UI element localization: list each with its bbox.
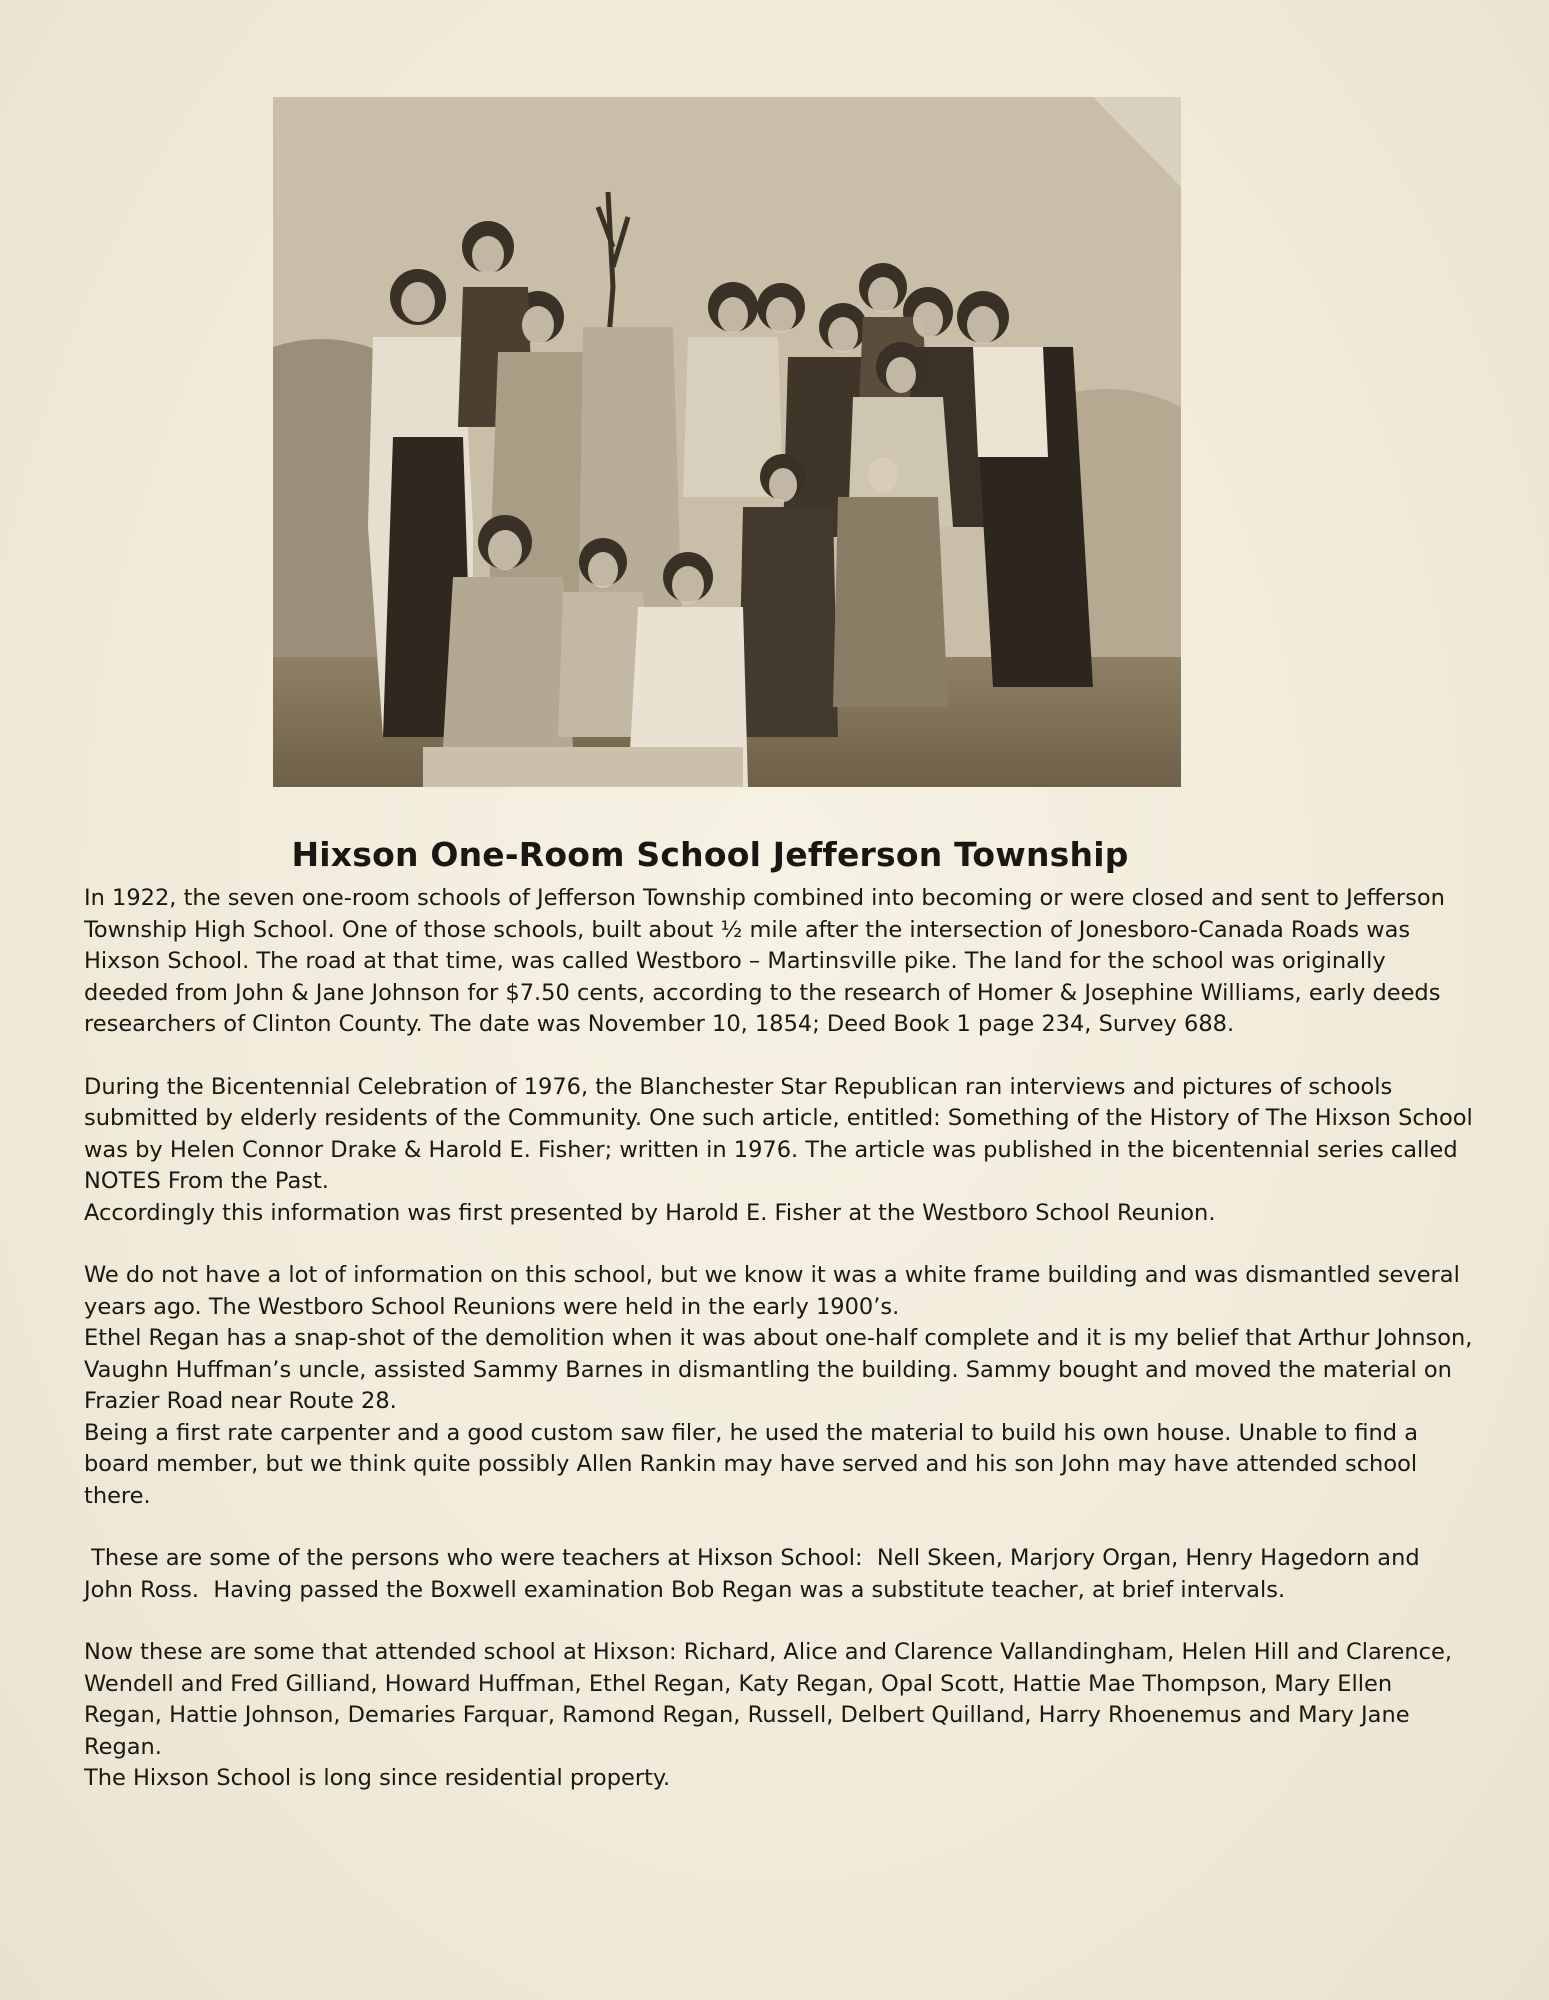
schoolchildren-group-photo-icon: [273, 97, 1181, 787]
document-title: Hixson One-Room School Jefferson Township: [291, 835, 1129, 874]
paragraph-history: In 1922, the seven one-room schools of Jefferson Township combined into becoming or were closed and sent to Jefferson Township High School. One of those schools, built about ½ mile after the intersection of Jonesboro-Canada Roads was Hixson School. The road at that time, was called Westboro – Martinsville pike. The land for the school was originally deeded from John & Jane Johnson for $7.50 cents, according to the research of Homer & Josephine Williams, early deeds researchers of Clinton County. The date was November 10, 1854; Deed Book 1 page 234, Survey 688.: [84, 885, 1445, 1037]
paragraph-carpenter: Being a first rate carpenter and a good custom saw filer, he used the material to build his own house. Unable to find a board member, but we think quite possibly Allen Rankin may have served and his son John may have attended school there.: [84, 1419, 1419, 1509]
paragraph-bicentennial: During the Bicentennial Celebration of 1976, the Blanchester Star Republican ran interviews and pictures of schools submitted by elderly residents of the Community. One such article, entitled: Something of the History of The Hixson School was by Helen Connor Drake & Harold E. Fisher; written in 1976. The article was published in the bicentennial series called NOTES From the Past.: [84, 1073, 1473, 1194]
paragraph-gap: [84, 1606, 1474, 1637]
paragraph-gap: [84, 1041, 1474, 1072]
document-body: [84, 883, 1474, 1795]
paragraph-teachers: These are some of the persons who were teachers at Hixson School: Nell Skeen, Marjory Organ, Henry Hagedorn and John Ross. Having passed the Boxwell examination Bob Regan was a substitute teacher, at brief intervals.: [84, 1545, 1427, 1603]
paragraph-closing: The Hixson School is long since residential property.: [84, 1765, 671, 1791]
paragraph-gap: [84, 1512, 1474, 1543]
group-photo: [273, 97, 1181, 787]
paragraph-students: Now these are some that attended school at Hixson: Richard, Alice and Clarence Vallandingham, Helen Hill and Clarence, Wendell and Fred Gilliand, Howard Huffman, Ethel Regan, Katy Regan, Opal Scott, Hattie Mae Thompson, Mary Ellen Regan, Hattie Johnson, Demaries Farquar, Ramond Regan, Russell, Delbert Quilland, Harry Rhoenemus and Mary Jane Regan.: [84, 1639, 1453, 1760]
paragraph-demolition: Ethel Regan has a snap-shot of the demolition when it was about one-half complete and it is my belief that Arthur Johnson, Vaughn Huffman’s uncle, assisted Sammy Barnes in dismantling the building. Sammy bought and moved the material on Frazier Road near Route 28.: [84, 1325, 1473, 1414]
paragraph-gap: [84, 1229, 1474, 1260]
paragraph-building: We do not have a lot of information on this school, but we know it was a white frame building and was dismantled several years ago. The Westboro School Reunions were held in the early 1900’s.: [84, 1262, 1460, 1320]
paragraph-reunion-source: Accordingly this information was first presented by Harold E. Fisher at the Westboro School Reunion.: [84, 1199, 1216, 1226]
